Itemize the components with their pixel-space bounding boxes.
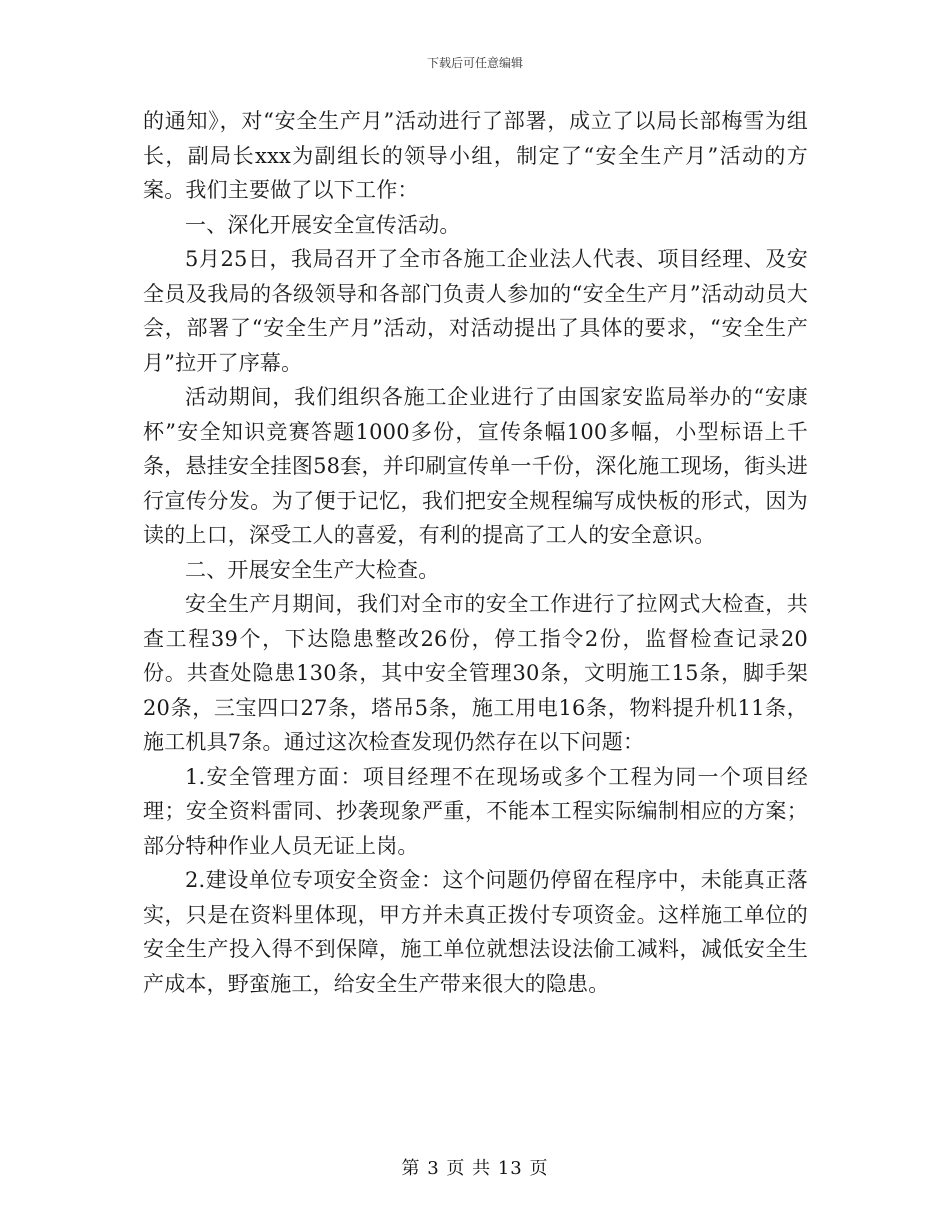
paragraph-inspection: 安全生产月期间，我们对全市的安全工作进行了拉网式大检查，共查工程39个，下达隐患整改26份，停工指令2份，监督检查记录20份。共查处隐患130条，其中安全管理30条，文明施工15条，脚手架20条，三宝四口27条，塔吊5条，施工用电16条，物料提升机11条，施工机具7条。通过这次检查发现仍然存在以下问题： bbox=[143, 592, 808, 754]
paragraph-issue-2: 2.建设单位专项安全资金：这个问题仍停留在程序中，未能真正落实，只是在资料里体现，甲方并未真正拨付专项资金。这样施工单位的安全生产投入得不到保障，施工单位就想法设法偷工减料，减低安全生产成本，野蛮施工，给安全生产带来很大的隐患。 bbox=[143, 868, 808, 996]
section-heading-1: 一、深化开展安全宣传活动。 bbox=[185, 212, 461, 237]
paragraph-mobilization: 5月25日，我局召开了全市各施工企业法人代表、项目经理、及安全员及我局的各级领导和各部门负责人参加的“安全生产月”活动动员大会，部署了“安全生产月”活动，对活动提出了具体的要求，“安全生产月”拉开了序幕。 bbox=[143, 247, 808, 375]
document-body bbox=[143, 104, 808, 1001]
paragraph-issue-1: 1.安全管理方面：项目经理不在现场或多个工程为同一个项目经理；安全资料雷同、抄袭现象严重，不能本工程实际编制相应的方案；部分特种作业人员无证上岗。 bbox=[143, 764, 808, 858]
paragraph-activities: 活动期间，我们组织各施工企业进行了由国家安监局举办的“安康杯”安全知识竞赛答题1000多份，宣传条幅100多幅，小型标语上千条，悬挂安全挂图58套，并印刷宣传单一千份，深化施工现场，街头进行宣传分发。为了便于记忆，我们把安全规程编写成快板的形式，因为读的上口，深受工人的喜爱，有利的提高了工人的安全意识。 bbox=[143, 385, 808, 547]
page-footer: 第 3 页 共 13 页 bbox=[401, 1158, 549, 1179]
section-heading-2: 二、开展安全生产大检查。 bbox=[185, 557, 440, 582]
paragraph-intro: 的通知》，对“安全生产月”活动进行了部署，成立了以局长部梅雪为组长，副局长xxx为副组长的领导小组，制定了“安全生产月”活动的方案。我们主要做了以下工作： bbox=[143, 109, 808, 202]
header-note: 下载后可任意编辑 bbox=[426, 56, 523, 70]
